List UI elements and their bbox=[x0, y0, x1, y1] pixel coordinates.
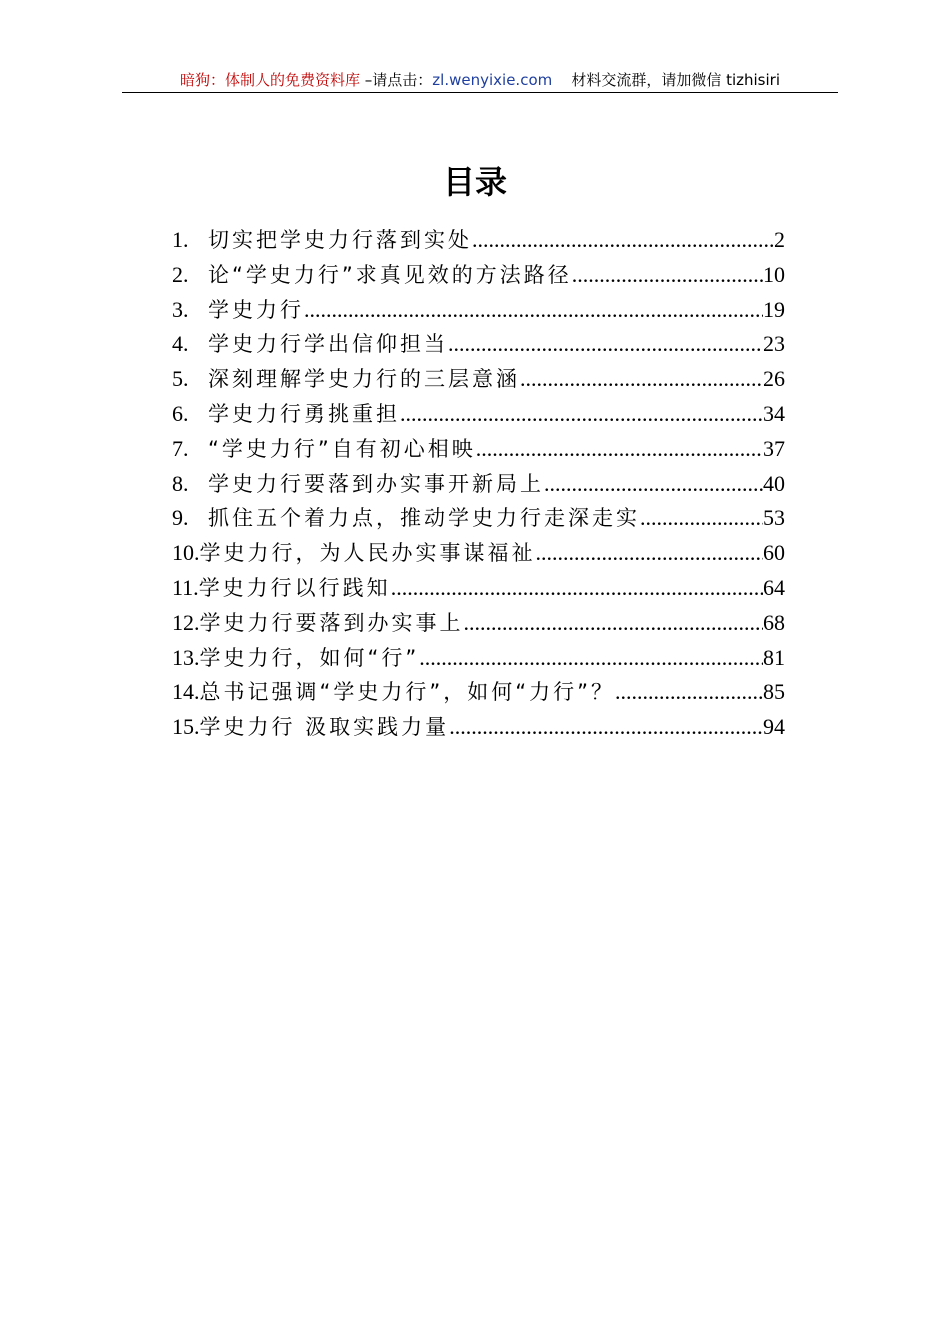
toc-dot-leader bbox=[448, 327, 763, 362]
toc-dot-leader bbox=[572, 258, 763, 293]
toc-entry[interactable] bbox=[172, 432, 785, 467]
toc-entry-page: 19 bbox=[763, 296, 785, 322]
toc-entry-page: 40 bbox=[763, 470, 785, 496]
toc-entry-page: 34 bbox=[763, 400, 785, 426]
toc-entry-number: 9. bbox=[172, 505, 189, 531]
toc-entry-page: 85 bbox=[763, 679, 785, 705]
toc-dot-leader bbox=[615, 675, 763, 710]
toc-entry-title: 学史力行以行践知 bbox=[198, 575, 391, 600]
header-contact: 材料交流群，请加微信 tizhisiri bbox=[571, 71, 780, 89]
toc-entry[interactable] bbox=[172, 606, 785, 641]
toc-entry-number: 7. bbox=[172, 435, 189, 461]
toc-dot-leader bbox=[391, 571, 763, 606]
toc-entry[interactable] bbox=[172, 467, 785, 502]
toc-dot-leader bbox=[464, 606, 764, 641]
toc-dot-leader bbox=[419, 641, 763, 676]
toc-dot-leader bbox=[476, 432, 763, 467]
toc-entry-title: 学史力行要落到办实事开新局上 bbox=[208, 471, 544, 496]
toc-entry-title: 切实把学史力行落到实处 bbox=[208, 228, 472, 252]
toc-entry-title: 学史力行勇挑重担 bbox=[208, 401, 400, 426]
toc-entry-number: 13. bbox=[172, 644, 200, 670]
toc-entry-title: 学史力行 汲取实践力量 bbox=[199, 715, 450, 740]
toc-dot-leader bbox=[400, 397, 763, 432]
toc-entry-title: 总书记强调“学史力行”，如何“力行”？ bbox=[199, 680, 616, 705]
toc-entry-title: 学史力行学出信仰担当 bbox=[208, 332, 448, 357]
toc-entry-number: 5. bbox=[172, 366, 189, 392]
toc-entry-title: 学史力行，如何“行” bbox=[199, 645, 420, 670]
toc-entry-number: 15. bbox=[172, 714, 200, 740]
toc-dot-leader bbox=[472, 223, 774, 258]
toc-entry-page: 64 bbox=[763, 574, 785, 600]
toc-entry[interactable] bbox=[172, 293, 785, 328]
toc-entry-title: 抓住五个着力点，推动学史力行走深走实 bbox=[208, 506, 640, 531]
toc-entry-page: 10 bbox=[763, 261, 785, 287]
toc-entry-page: 53 bbox=[763, 505, 785, 531]
toc-entry-number: 10. bbox=[172, 540, 200, 566]
toc-entry[interactable] bbox=[172, 536, 785, 571]
toc-dot-leader bbox=[640, 501, 763, 536]
toc-entry[interactable] bbox=[172, 258, 785, 293]
toc-entry[interactable] bbox=[172, 397, 785, 432]
toc-dot-leader bbox=[520, 362, 763, 397]
toc-entry[interactable] bbox=[172, 571, 785, 606]
table-of-contents bbox=[172, 223, 785, 745]
page-header bbox=[122, 68, 838, 93]
toc-entry-page: 94 bbox=[763, 714, 785, 740]
toc-entry[interactable] bbox=[172, 501, 785, 536]
toc-entry-page: 68 bbox=[763, 609, 785, 635]
toc-entry-title: 学史力行，为人民办实事谋福祉 bbox=[199, 541, 536, 566]
toc-entry-title: 学史力行 bbox=[208, 297, 304, 322]
toc-entry[interactable] bbox=[172, 675, 785, 710]
toc-entry-page: 37 bbox=[763, 435, 785, 461]
toc-entry[interactable] bbox=[172, 641, 785, 676]
toc-dot-leader bbox=[449, 710, 763, 745]
toc-entry-number: 11. bbox=[172, 574, 199, 600]
toc-entry-title: “学史力行”自有初心相映 bbox=[208, 436, 476, 461]
toc-entry-page: 81 bbox=[763, 644, 785, 670]
toc-entry-number: 14. bbox=[172, 679, 200, 705]
toc-entry-number: 8. bbox=[172, 470, 189, 496]
toc-entry-title: 深刻理解学史力行的三层意涵 bbox=[208, 367, 520, 392]
toc-entry-title: 学史力行要落到办实事上 bbox=[199, 610, 464, 635]
toc-dot-leader bbox=[536, 536, 764, 571]
header-site-name: 暗狗：体制人的免费资料库 bbox=[180, 71, 361, 89]
page-title: 目录 bbox=[442, 163, 507, 201]
toc-entry-page: 23 bbox=[763, 331, 785, 357]
toc-entry[interactable] bbox=[172, 327, 785, 362]
toc-entry-number: 4. bbox=[172, 331, 189, 357]
toc-dot-leader bbox=[544, 467, 763, 502]
toc-entry-number: 2. bbox=[172, 261, 189, 287]
toc-entry-page: 60 bbox=[763, 540, 785, 566]
header-link[interactable]: zl.wenyixie.com bbox=[432, 71, 553, 89]
toc-entry[interactable] bbox=[172, 362, 785, 397]
toc-entry-title: 论“学史力行”求真见效的方法路径 bbox=[208, 262, 572, 287]
toc-entry[interactable] bbox=[172, 710, 785, 745]
toc-entry-number: 6. bbox=[172, 400, 189, 426]
toc-entry-number: 3. bbox=[172, 296, 189, 322]
toc-entry-number: 1. bbox=[172, 227, 189, 252]
toc-dot-leader bbox=[304, 293, 763, 328]
toc-entry[interactable] bbox=[172, 223, 785, 258]
toc-entry-number: 12. bbox=[172, 609, 200, 635]
toc-entry-page: 26 bbox=[763, 366, 785, 392]
header-separator: –请点击： bbox=[360, 71, 433, 89]
toc-entry-page: 2 bbox=[774, 227, 785, 252]
